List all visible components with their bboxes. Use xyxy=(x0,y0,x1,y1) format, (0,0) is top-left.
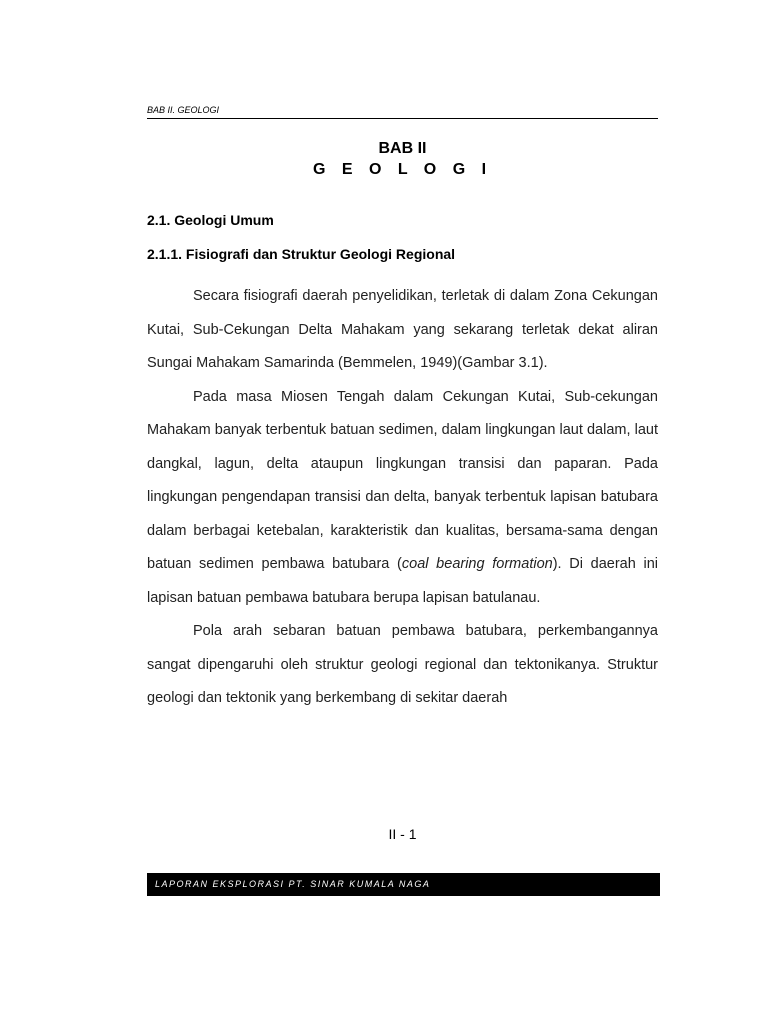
chapter-label: BAB II xyxy=(378,140,427,157)
footer-band: LAPORAN EKSPLORASI PT. SINAR KUMALA NAGA xyxy=(147,873,660,896)
paragraph-3: Pola arah sebaran batuan pembawa batubara, perkembangannya sangat dipengaruhi oleh struktur geologi regional dan tektonikanya. Struktur geologi dan tektonik yang berkembang di sekitar daerah xyxy=(147,623,658,706)
paragraph-2-part-a: Pada masa Miosen Tengah dalam Cekungan Kutai, Sub-cekungan Mahakam banyak terbentuk batuan sedimen, dalam lingkungan laut dalam, laut dangkal, lagun, delta ataupun lingkungan transisi dan paparan. Pada lingkungan pengendapan transisi dan delta, banyak terbentuk lapisan batubara dalam berbagai ketebalan, karakteristik dan kualitas, bersama-sama dengan batuan sedimen pembawa batubara ( xyxy=(147,388,658,572)
paragraph-2-italic-term: coal bearing formation xyxy=(401,556,553,572)
chapter-name: G E O L O G I xyxy=(312,161,493,178)
body-text xyxy=(147,280,658,716)
section-heading-geologi-umum: 2.1. Geologi Umum xyxy=(147,212,274,228)
running-header: BAB II. GEOLOGI xyxy=(147,104,658,119)
paragraph-2-part-b: ). Di daerah ini lapisan batuan pembawa batubara berupa lapisan batulanau. xyxy=(147,556,658,606)
page-number: II - 1 xyxy=(388,826,417,842)
subsection-heading-fisiografi: 2.1.1. Fisiografi dan Struktur Geologi Regional xyxy=(147,246,456,262)
paragraph-2 xyxy=(147,381,658,616)
paragraph-1: Secara fisiografi daerah penyelidikan, terletak di dalam Zona Cekungan Kutai, Sub-Cekungan Delta Mahakam yang sekarang terletak dekat aliran Sungai Mahakam Samarinda (Bemmelen, 1949)(Gambar 3.1). xyxy=(147,288,658,371)
